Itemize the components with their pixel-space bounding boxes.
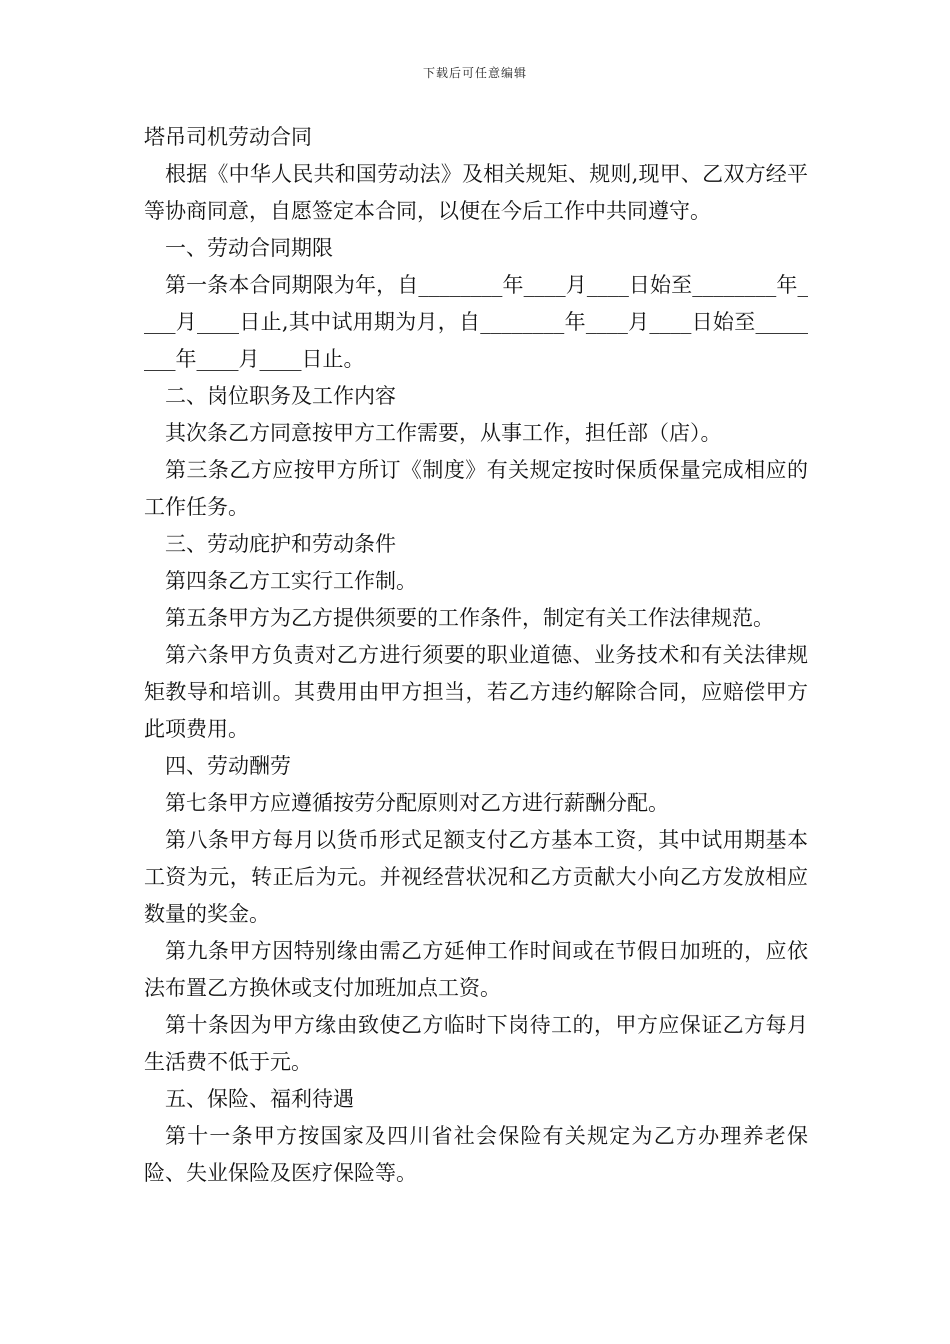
paragraph-article-10: 第十条因为甲方缘由致使乙方临时下岗待工的，甲方应保证乙方每月生活费不低于元。 (144, 1013, 808, 1074)
document-title: 塔吊司机劳动合同 (144, 125, 312, 149)
paragraph-article-11: 第十一条甲方按国家及四川省社会保险有关规定为乙方办理养老保险、失业保险及医疗保险等。 (144, 1124, 808, 1185)
section-heading-term: 一、劳动合同期限 (165, 236, 333, 260)
paragraph-article-3: 第三条乙方应按甲方所订《制度》有关规定按时保质保量完成相应的工作任务。 (144, 458, 808, 519)
paragraph-article-2: 其次条乙方同意按甲方工作需要，从事工作，担任部（店）。 (165, 421, 722, 445)
header-note: 下载后可任意编辑 (422, 66, 527, 80)
paragraph-article-4: 第四条乙方工实行工作制。 (165, 569, 417, 593)
section-heading-conditions: 三、劳动庇护和劳动条件 (165, 532, 396, 556)
paragraph-article-1: 第一条本合同期限为年，自________年____月____日始至________年____月____日止,其中试用期为月，自________年____月____日始至________年____月____日止。 (144, 273, 808, 371)
paragraph-preamble: 根据《中华人民共和国劳动法》及相关规矩、规则,现甲、乙双方经平等协商同意，自愿签定本合同，以便在今后工作中共同遵守。 (144, 162, 808, 223)
document-body (144, 119, 808, 1192)
paragraph-article-5: 第五条甲方为乙方提供须要的工作条件，制定有关工作法律规范。 (165, 606, 774, 630)
paragraph-article-9: 第九条甲方因特别缘由需乙方延伸工作时间或在节假日加班的，应依法布置乙方换休或支付加班加点工资。 (144, 939, 808, 1000)
paragraph-article-8: 第八条甲方每月以货币形式足额支付乙方基本工资，其中试用期基本工资为元，转正后为元。并视经营状况和乙方贡献大小向乙方发放相应数量的奖金。 (144, 828, 808, 926)
paragraph-article-6: 第六条甲方负责对乙方进行须要的职业道德、业务技术和有关法律规矩教导和培训。其费用由甲方担当，若乙方违约解除合同，应赔偿甲方此项费用。 (144, 643, 808, 741)
section-heading-duties: 二、岗位职务及工作内容 (165, 384, 396, 408)
paragraph-article-7: 第七条甲方应遵循按劳分配原则对乙方进行薪酬分配。 (165, 791, 669, 815)
section-heading-insurance: 五、保险、福利待遇 (165, 1087, 354, 1111)
section-heading-pay: 四、劳动酬劳 (165, 754, 291, 778)
